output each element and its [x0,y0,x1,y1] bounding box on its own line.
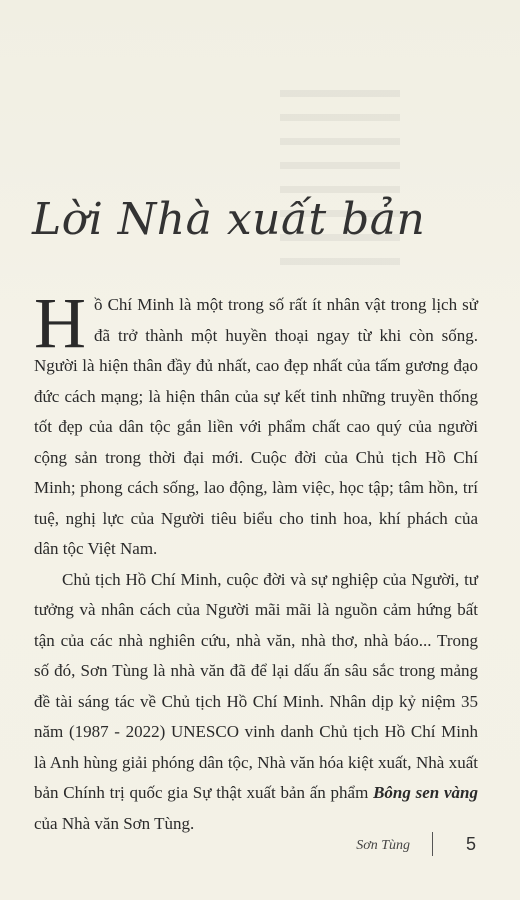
paragraph-2-text-after: của Nhà văn Sơn Tùng. [34,813,195,833]
paragraph-2-text-before: Chủ tịch Hồ Chí Minh, cuộc đời và sự nghiệp của Người, tư tưởng và nhân cách của Người mãi mãi là nguồn cảm hứng bất tận của các nhà nghiên cứu, nhà văn, nhà thơ, nhà báo... Trong số đó, Sơn Tùng là nhà văn đã để lại dấu ấn sâu sắc trong mảng đề tài sáng tác về Chủ tịch Hồ Chí Minh. Nhân dịp kỷ niệm 35 năm (1987 - 2022) UNESCO vinh danh Chủ tịch Hồ Chí Minh là Anh hùng giải phóng dân tộc, Nhà văn hóa kiệt xuất, Nhà xuất bản Chính trị quốc gia Sự thật xuất bản ấn phẩm [34,569,478,802]
paragraph-1 [34,283,478,565]
paragraph-2 [34,565,478,840]
page-title: Lời Nhà xuất bản [32,194,426,245]
page-footer [0,828,520,862]
running-author: Sơn Tùng [356,838,410,853]
page-number: 5 [466,834,477,854]
footer-divider [432,832,433,856]
show-through-text [280,90,400,280]
paragraph-1-text: ồ Chí Minh là một trong số rất ít nhân vật trong lịch sử đã trở thành một huyền thoại ngay từ khi còn sống. Người là hiện thân đầy đủ nhất, cao đẹp nhất của tấm gương đạo đức cách mạng; là hiện thân của sự kết tinh những truyền thống tốt đẹp của dân tộc gắn liền với phẩm chất cao quý của người cộng sản trong thời đại mới. Cuộc đời của Chủ tịch Hồ Chí Minh; phong cách sống, lao động, làm việc, học tập; tâm hồn, trí tuệ, nghị lực của Người tiêu biểu cho tinh hoa, khí phách của dân tộc Việt Nam. [34,295,478,558]
book-title: Bông sen vàng [373,783,478,802]
drop-cap: H [34,283,86,363]
body-text [34,283,478,839]
